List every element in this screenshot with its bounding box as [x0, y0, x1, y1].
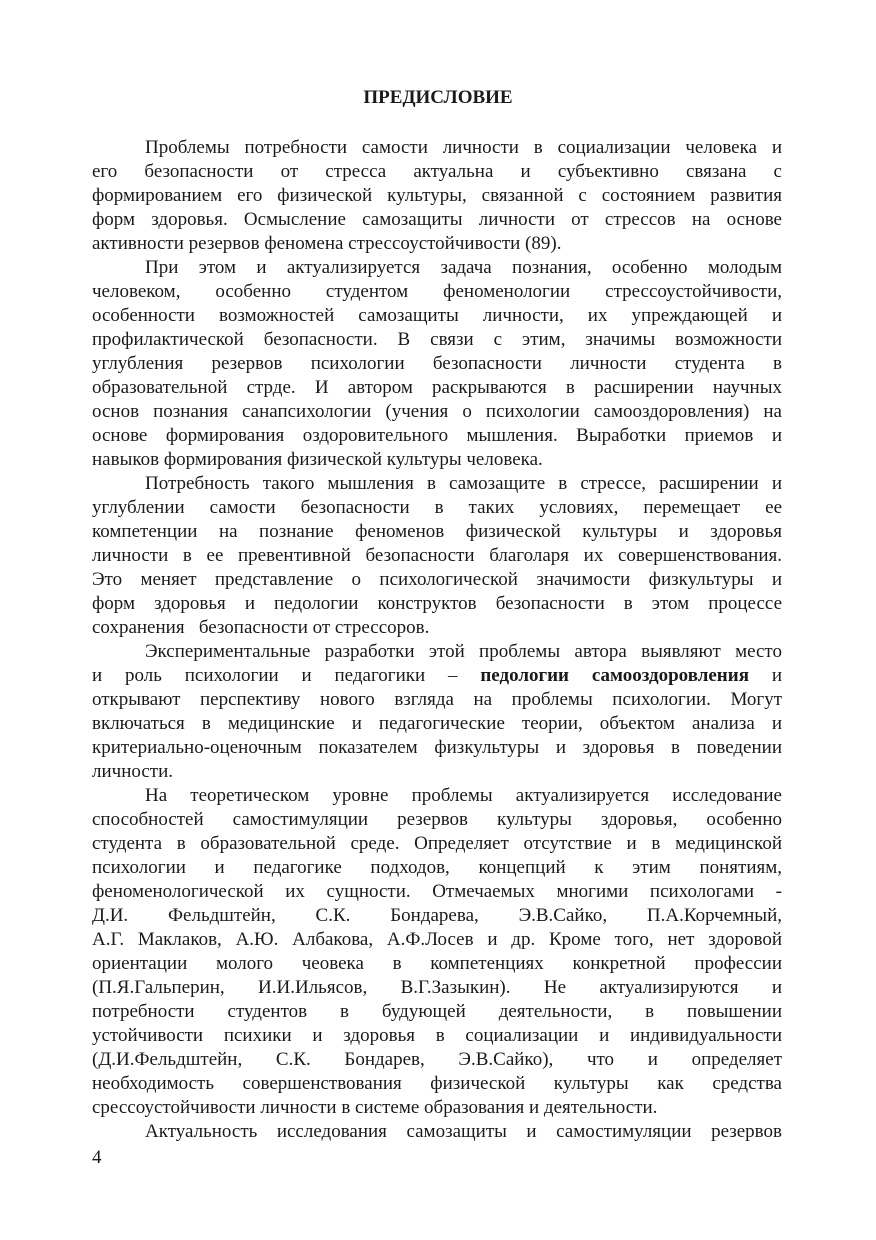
text-line: личности.: [92, 761, 174, 782]
text-line: (Д.И.Фельдштейн, С.К. Бондарев, Э.В.Сайко), что и определяет: [92, 1049, 782, 1070]
text-line: студента в образовательной среде. Определяет отсутствие и в медицинской: [92, 833, 782, 854]
page-number: 4: [92, 1147, 102, 1168]
text-line: личности в ее превентивной безопасности благоларя их совершенствования.: [92, 545, 782, 566]
emphasis-term: педологии самооздоровления: [480, 665, 749, 686]
text-line: критериально-оценочным показателем физкультуры и здоровья в поведении: [92, 737, 782, 758]
text-line: особенности возможностей самозащиты личности, их упреждающей и: [92, 305, 782, 326]
text-line: компетенции на познание феноменов физической культуры и здоровья: [92, 521, 782, 542]
text-line: образовательной стрде. И автором раскрываются в расширении научных: [92, 377, 782, 398]
text-line: человеком, особенно студентом феноменологии стрессоустойчивости,: [92, 281, 782, 302]
text-line: сохранения безопасности от стрессоров.: [92, 617, 430, 638]
text-line: углублении самости безопасности в таких условиях, перемещает ее: [92, 497, 782, 518]
text-line: Потребность такого мышления в самозащите в стрессе, расширении и: [145, 473, 782, 494]
text-line: (П.Я.Гальперин, И.И.Ильясов, В.Г.Зазыкин). Не актуализируются и: [92, 977, 782, 998]
text-segment: и роль психологии и педагогики –: [92, 665, 458, 686]
text-segment: и: [771, 665, 782, 686]
text-line: открывают перспективу нового взгляда на проблемы психологии. Могут: [92, 689, 782, 710]
text-line: Проблемы потребности самости личности в социализации человека и: [145, 137, 782, 158]
text-line: основ познания санапсихологии (учения о психологии самооздоровления) на: [92, 401, 782, 422]
text-line: психологии и педагогике подходов, концепций к этим понятиям,: [92, 857, 782, 878]
text-line: профилактической безопасности. В связи с этим, значимы возможности: [92, 329, 782, 350]
text-line: ориентации молого чеовека в компетенциях конкретной профессии: [92, 953, 782, 974]
text-line: Актуальность исследования самозащиты и самостимуляции резервов: [145, 1121, 782, 1142]
text-line: При этом и актуализируется задача познания, особенно молодым: [145, 257, 782, 278]
text-line: Д.И. Фельдштейн, С.К. Бондарева, Э.В.Сайко, П.А.Корчемный,: [92, 905, 782, 926]
text-line: включаться в медицинские и педагогические теории, объектом анализа и: [92, 713, 782, 734]
text-line: А.Г. Маклаков, А.Ю. Албакова, А.Ф.Лосев и др. Кроме того, нет здоровой: [92, 929, 782, 950]
text-line: форм здоровья. Осмысление самозащиты личности от стрессов на основе: [92, 209, 782, 230]
text-line: навыков формирования физической культуры человека.: [92, 449, 543, 470]
text-line: формированием его физической культуры, связанной с состоянием развития: [92, 185, 782, 206]
page-heading: ПРЕДИСЛОВИЕ: [363, 87, 513, 108]
text-line-with-emphasis: [92, 664, 782, 688]
text-line: устойчивости психики и здоровья в социализации и индивидуальности: [92, 1025, 782, 1046]
text-line: форм здоровья и педологии конструктов безопасности в этом процессе: [92, 593, 782, 614]
text-line: его безопасности от стресса актуальна и субъективно связана с: [92, 161, 782, 182]
text-line: необходимость совершенствования физической культуры как средства: [92, 1073, 782, 1094]
text-line: активности резервов феномена стрессоустойчивости (89).: [92, 233, 562, 254]
text-line: феноменологической их сущности. Отмечаемых многими психологами -: [92, 881, 782, 902]
text-line: углубления резервов психологии безопасности личности студента в: [92, 353, 782, 374]
text-line: способностей самостимуляции резервов культуры здоровья, особенно: [92, 809, 782, 830]
text-line: Это меняет представление о психологической значимости физкультуры и: [92, 569, 782, 590]
text-line: потребности студентов в будующей деятельности, в повышении: [92, 1001, 782, 1022]
text-line: срессоустойчивости личности в системе образования и деятельности.: [92, 1097, 658, 1118]
text-line: На теоретическом уровне проблемы актуализируется исследование: [145, 785, 782, 806]
text-line: основе формирования оздоровительного мышления. Выработки приемов и: [92, 425, 782, 446]
text-line: Экспериментальные разработки этой проблемы автора выявляют место: [145, 641, 782, 662]
